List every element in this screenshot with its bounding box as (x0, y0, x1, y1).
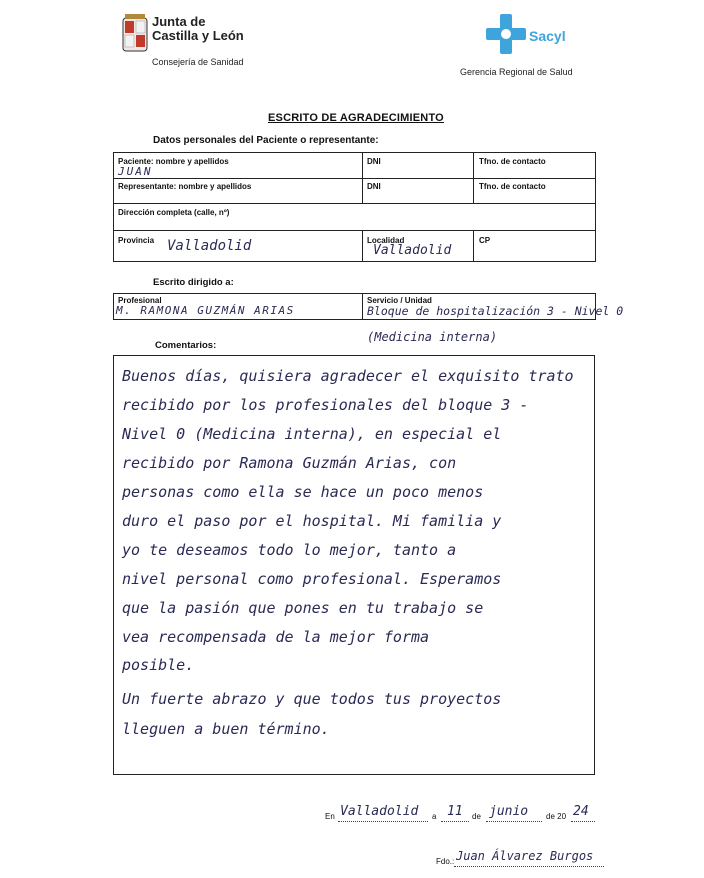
comment-line: nivel personal como profesional. Esperamos (122, 570, 502, 588)
de-label: de (472, 812, 481, 821)
tfno2-label: Tfno. de contacto (479, 182, 546, 191)
comment-line: Un fuerte abrazo y que todos tus proyectos (122, 690, 502, 708)
profesional-label: Profesional (118, 296, 162, 305)
dni2-label: DNI (367, 182, 381, 191)
provincia-label: Provincia (118, 236, 155, 245)
comments-box[interactable] (113, 355, 595, 775)
comment-line: vea recompensada de la mejor forma (122, 628, 430, 646)
table-divider (362, 230, 363, 262)
comentarios-heading: Comentarios: (155, 340, 217, 351)
jcyl-line2: Castilla y León (152, 28, 244, 43)
dni-label: DNI (367, 157, 381, 166)
localidad-label: Localidad (367, 236, 405, 245)
table-divider (473, 230, 474, 262)
city-field[interactable]: Valladolid (340, 804, 419, 819)
comment-line: personas como ella se hace un poco menos (122, 483, 484, 501)
table-divider (113, 230, 596, 231)
servicio-field[interactable]: Bloque de hospitalización 3 - Nivel 0 (367, 304, 624, 318)
comment-line: lleguen a buen término. (122, 720, 330, 738)
comment-line: recibido por Ramona Guzmán Arias, con (122, 454, 457, 472)
direccion-label: Dirección completa (calle, nº) (118, 208, 230, 217)
day-field[interactable]: 11 (447, 804, 463, 819)
table-divider (362, 293, 363, 320)
gerencia-regional: Gerencia Regional de Salud (460, 67, 573, 77)
localidad-field[interactable]: Valladolid (373, 243, 452, 258)
en-label: En (325, 812, 335, 821)
table-divider (113, 178, 596, 179)
month-field[interactable]: junio (489, 804, 529, 819)
comment-line: yo te deseamos todo lo mejor, tanto a (122, 541, 457, 559)
comment-line: recibido por los profesionales del bloque 3 - (122, 396, 529, 414)
a-label: a (432, 812, 437, 821)
tfno-label: Tfno. de contacto (479, 157, 546, 166)
comment-line: que la pasión que pones en tu trabajo se (122, 599, 484, 617)
table-divider (113, 203, 596, 204)
profesional-field[interactable]: M. RAMONA GUZMÁN ARIAS (116, 304, 295, 317)
comment-line: Nivel 0 (Medicina interna), en especial el (122, 425, 502, 443)
sacyl-name: Sacyl (529, 28, 566, 44)
day-underline (441, 821, 469, 822)
signature-field[interactable]: Juan Álvarez Burgos (456, 849, 594, 863)
de20-label: de 20 (546, 812, 567, 821)
comment-line: duro el paso por el hospital. Mi familia y (122, 512, 502, 530)
provincia-field[interactable]: Valladolid (167, 238, 252, 254)
table-divider (362, 152, 363, 203)
year-field[interactable]: 24 (573, 804, 589, 819)
comment-line: posible. (122, 656, 195, 674)
paciente-field[interactable]: JUAN (118, 165, 153, 178)
datos-personales-heading: Datos personales del Paciente o representante: (153, 135, 379, 146)
month-underline (486, 821, 542, 822)
servicio-label: Servicio / Unidad (367, 296, 432, 305)
sacyl-cross-logo (486, 14, 526, 54)
jcyl-name (152, 15, 244, 43)
table-divider (473, 152, 474, 203)
escrito-dirigido-heading: Escrito dirigido a: (153, 277, 234, 288)
year-underline (571, 821, 595, 822)
representante-label: Representante: nombre y apellidos (118, 182, 252, 191)
servicio-field-line2[interactable]: (Medicina interna) (367, 330, 498, 344)
jcyl-line1: Junta de (152, 14, 206, 29)
city-underline (338, 821, 428, 822)
document-title: ESCRITO DE AGRADECIMIENTO (268, 112, 444, 124)
jcyl-consejeria: Consejería de Sanidad (152, 57, 244, 67)
comment-line: Buenos días, quisiera agradecer el exquisito trato (122, 367, 574, 385)
paciente-label: Paciente: nombre y apellidos (118, 157, 229, 166)
cp-label: CP (479, 236, 491, 245)
fdo-label: Fdo.: (436, 857, 455, 866)
signature-underline (454, 866, 604, 867)
jcyl-shield-logo (122, 14, 148, 52)
